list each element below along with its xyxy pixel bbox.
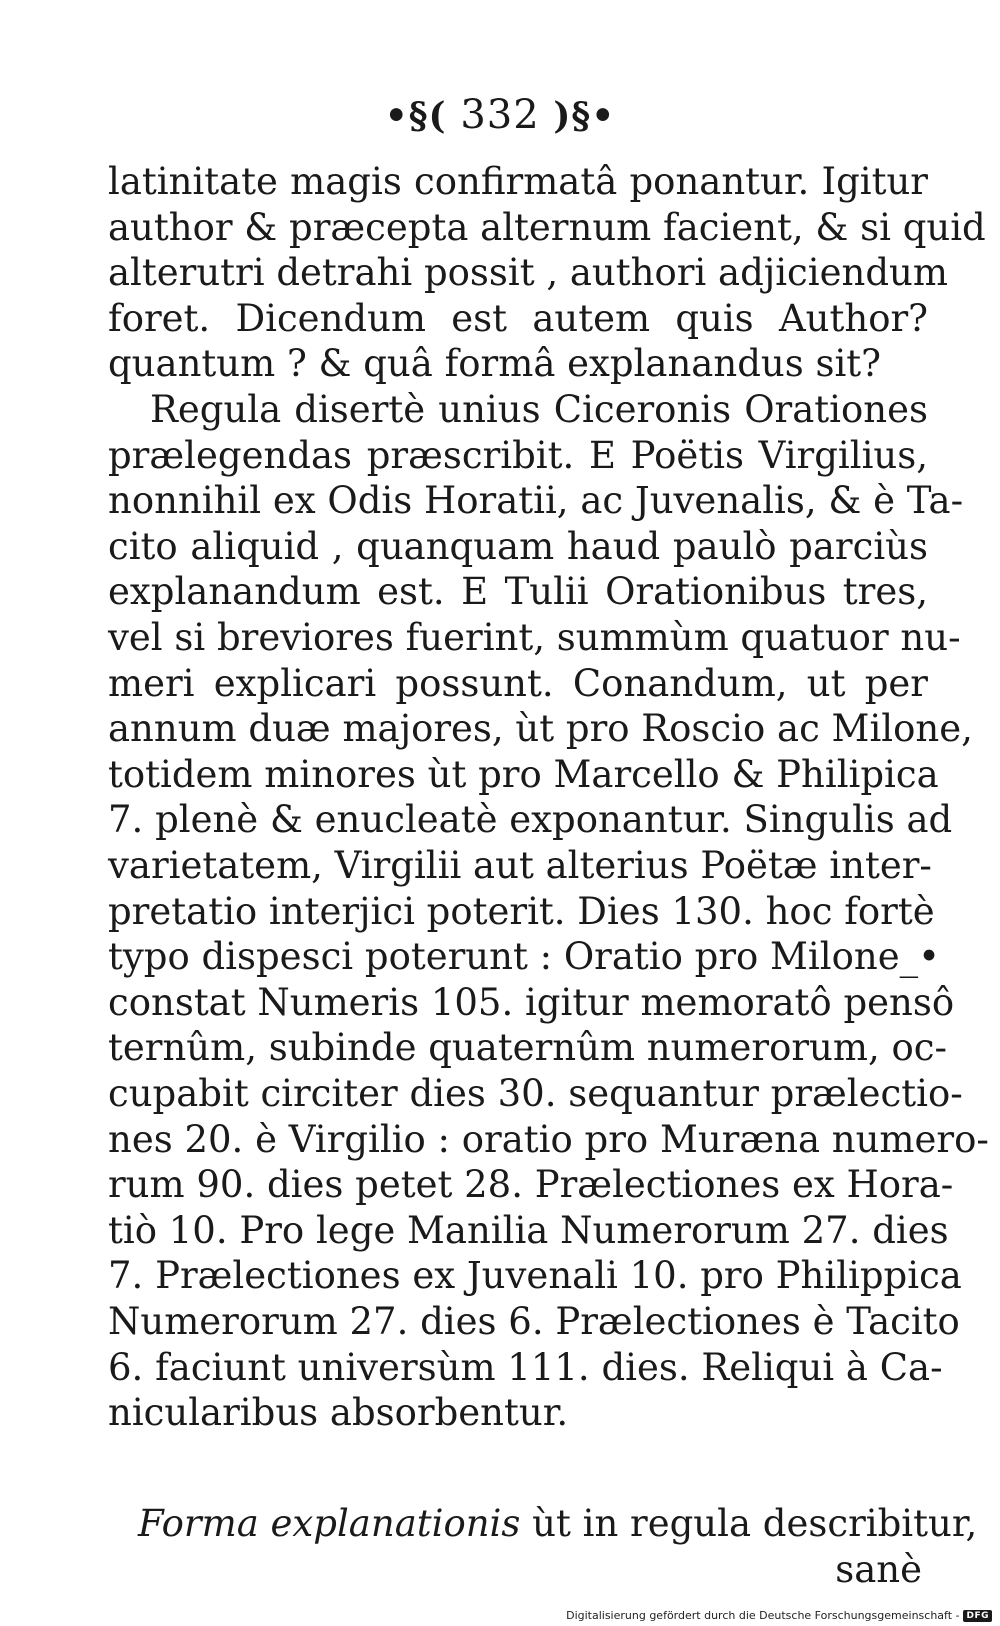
text-line: rum 90. dies petet 28. Prælectiones ex Hora- <box>108 1163 954 1207</box>
page-number: 332 <box>460 92 540 138</box>
text-line-last <box>138 1502 978 1546</box>
text-line: Numerorum 27. dies 6. Prælectiones è Tacito <box>108 1300 960 1343</box>
text-line: 7. Prælectiones ex Juvenali 10. pro Philippica <box>108 1254 962 1298</box>
text-line: cito aliquid , quanquam haud paulò parciùs <box>108 524 928 568</box>
text-line: 6. faciunt universùm 111. dies. Reliqui à Ca- <box>108 1345 943 1389</box>
text-line: annum duæ majores, ùt pro Roscio ac Milone, <box>108 707 973 751</box>
text-line: nes 20. è Virgilio : oratio pro Muræna numero- <box>108 1117 989 1161</box>
text-line: explanandum est. E Tulii Orationibus tres, <box>108 570 928 614</box>
text-line: quantum ? & quâ formâ explanandus sit? <box>108 342 881 386</box>
text-line: meri explicari possunt. Conandum, ut per <box>108 661 928 705</box>
text-line: nonnihil ex Odis Horatii, ac Juvenalis, & è Ta- <box>108 479 964 523</box>
text-line: ternûm, subinde quaternûm numerorum, oc- <box>108 1026 947 1070</box>
text-line: pretatio interjici poterit. Dies 130. hoc fortè <box>108 889 935 933</box>
italic-heading-phrase: Forma explanationis <box>138 1502 521 1545</box>
text-line: cupabit circiter dies 30. sequantur prælectio- <box>108 1072 963 1115</box>
text-line: varietatem, Virgilii aut alterius Poëtæ inter- <box>108 844 932 887</box>
header-ornament-left: •§( <box>384 95 447 137</box>
text-line: constat Numeris 105. igitur memoratô pensô <box>108 980 955 1024</box>
text-line: author & præcepta alternum facient, & si quid <box>108 205 986 249</box>
text-line: foret. Dicendum est autem quis Author? <box>108 296 928 340</box>
digitization-footer <box>566 1609 992 1622</box>
text-line: vel si breviores fuerint, summùm quatuor nu- <box>108 616 961 659</box>
text-line: prælegendas præscribit. E Poëtis Virgilius, <box>108 433 928 477</box>
text-line: alterutri detrahi possit , authori adjiciendum <box>108 251 948 295</box>
last-line-rest: ùt in regula describitur, <box>520 1502 978 1545</box>
header-ornament-right: )§• <box>553 95 616 137</box>
page-header <box>0 92 1000 138</box>
text-line: nicularibus absorbentur. <box>108 1391 569 1435</box>
catchword: sanè <box>835 1548 922 1591</box>
footer-credit: Digitalisierung gefördert durch die Deutsche Forschungsgemeinschaft - <box>566 1609 960 1622</box>
text-line: Regula disertè unius Ciceronis Orationes <box>150 388 928 431</box>
text-line: latinitate magis confirmatâ ponantur. Igitur <box>108 160 928 203</box>
dfg-logo-icon: DFG <box>963 1610 992 1622</box>
text-line: 7. plenè & enucleatè exponantur. Singulis ad <box>108 798 953 842</box>
text-line: tiò 10. Pro lege Manilia Numerorum 27. dies <box>108 1208 949 1252</box>
text-line: typo dispesci poterunt : Oratio pro Milone_• <box>108 935 940 979</box>
text-line: totidem minores ùt pro Marcello & Philipica <box>108 752 939 796</box>
